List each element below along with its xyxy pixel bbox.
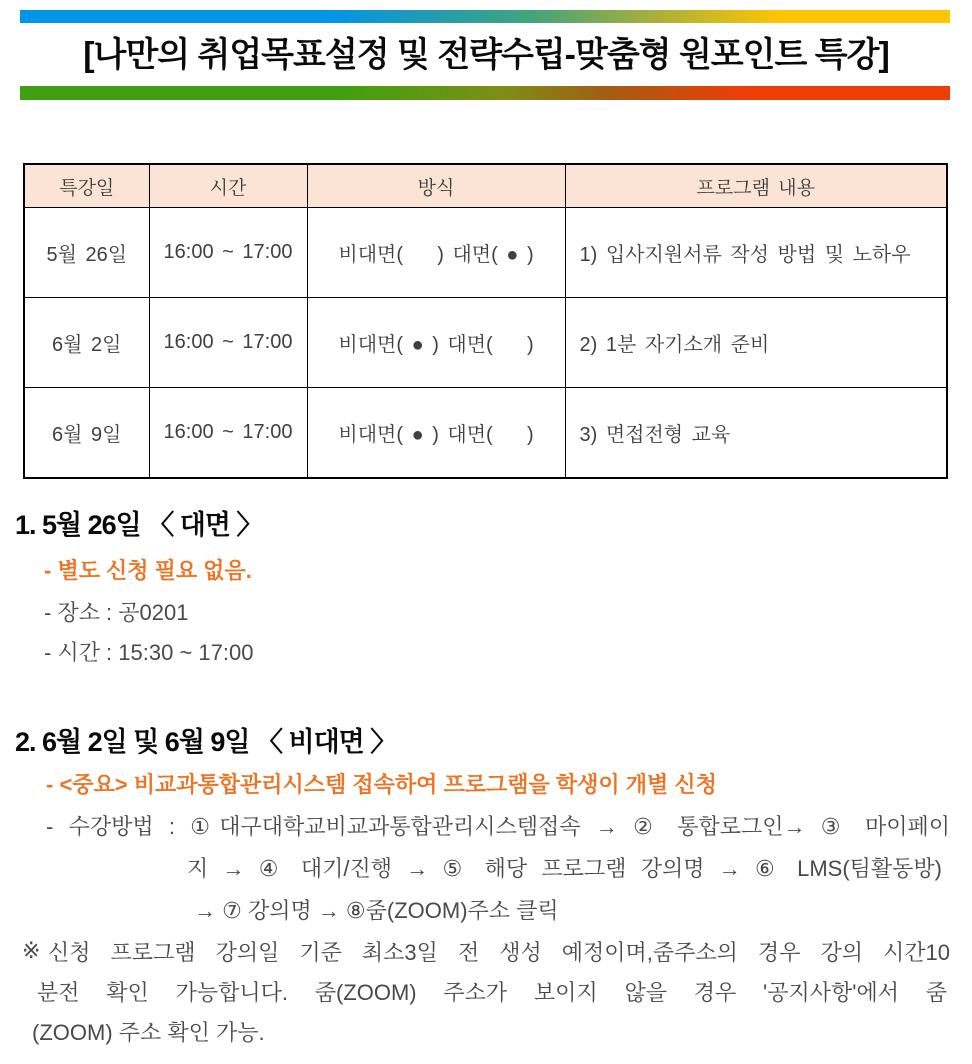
table-row — [24, 298, 947, 388]
section2-heading: 2. 6월 2일 및 6월 9일 〈 비대면 〉 — [15, 727, 397, 757]
cell-time: 16:00 ~ 17:00 — [149, 298, 307, 388]
section2-method-line3: → ⑦ 강의명 → ⑧줌(ZOOM)주소 클릭 — [194, 898, 559, 923]
cell-method: 비대면( ) 대면( ● ) — [307, 208, 565, 298]
cell-method: 비대면( ● ) 대면( ) — [307, 298, 565, 388]
cell-time: 16:00 ~ 17:00 — [149, 388, 307, 479]
bottom-gradient-divider — [20, 86, 950, 100]
cell-date: 6월 2일 — [24, 298, 149, 388]
section2-note-line2: 분전 확인 가능합니다. 줌(ZOOM) 주소가 보이지 않을 경우 '공지사항'에서 줌 — [37, 980, 947, 1005]
section2-note-line1: 신청 프로그램 강의일 기준 최소3일 전 생성 예정이며,줌주소의 경우 강의 시간10 — [48, 940, 950, 965]
cell-method: 비대면( ● ) 대면( ) — [307, 388, 565, 479]
section2-note-line3: (ZOOM) 주소 확인 가능. — [32, 1020, 265, 1045]
cell-content: 2) 1분 자기소개 준비 — [565, 298, 947, 388]
cell-date: 6월 9일 — [24, 388, 149, 479]
section2-highlight: - <중요> 비교과통합관리시스템 접속하여 프로그램을 학생이 개별 신청 — [46, 772, 717, 797]
cell-date: 5월 26일 — [24, 208, 149, 298]
table-row — [24, 388, 947, 479]
col-header-date: 특강일 — [24, 164, 149, 208]
section1-highlight: - 별도 신청 필요 없음. — [44, 558, 252, 583]
schedule-table — [23, 163, 948, 479]
section2-method-line2: 지 → ④ 대기/진행 → ⑤ 해당 프로그램 강의명 → ⑥ LMS(팀활동방) — [187, 856, 942, 881]
cell-time: 16:00 ~ 17:00 — [149, 208, 307, 298]
section2-method-line1: - 수강방법 : ①대구대학교비교과통합관리시스템접속 → ② 통합로그인→ ③ 마이페이 — [46, 814, 950, 839]
section1-heading: 1. 5월 26일 〈 대면 〉 — [15, 510, 263, 540]
col-header-method: 방식 — [307, 164, 565, 208]
page-title: [나만의 취업목표설정 및 전략수립-맞춤형 원포인트 특강] — [83, 36, 889, 74]
section1-time: - 시간 : 15:30 ~ 17:00 — [44, 640, 254, 665]
table-row — [24, 208, 947, 298]
section1-place: - 장소 : 공0201 — [44, 600, 189, 625]
cell-content: 1) 입사지원서류 작성 방법 및 노하우 — [565, 208, 947, 298]
col-header-time: 시간 — [149, 164, 307, 208]
top-gradient-divider — [20, 10, 950, 23]
table-header-row — [24, 164, 947, 208]
col-header-content: 프로그램 내용 — [565, 164, 947, 208]
note-marker: ※ — [22, 938, 41, 963]
cell-content: 3) 면접전형 교육 — [565, 388, 947, 479]
